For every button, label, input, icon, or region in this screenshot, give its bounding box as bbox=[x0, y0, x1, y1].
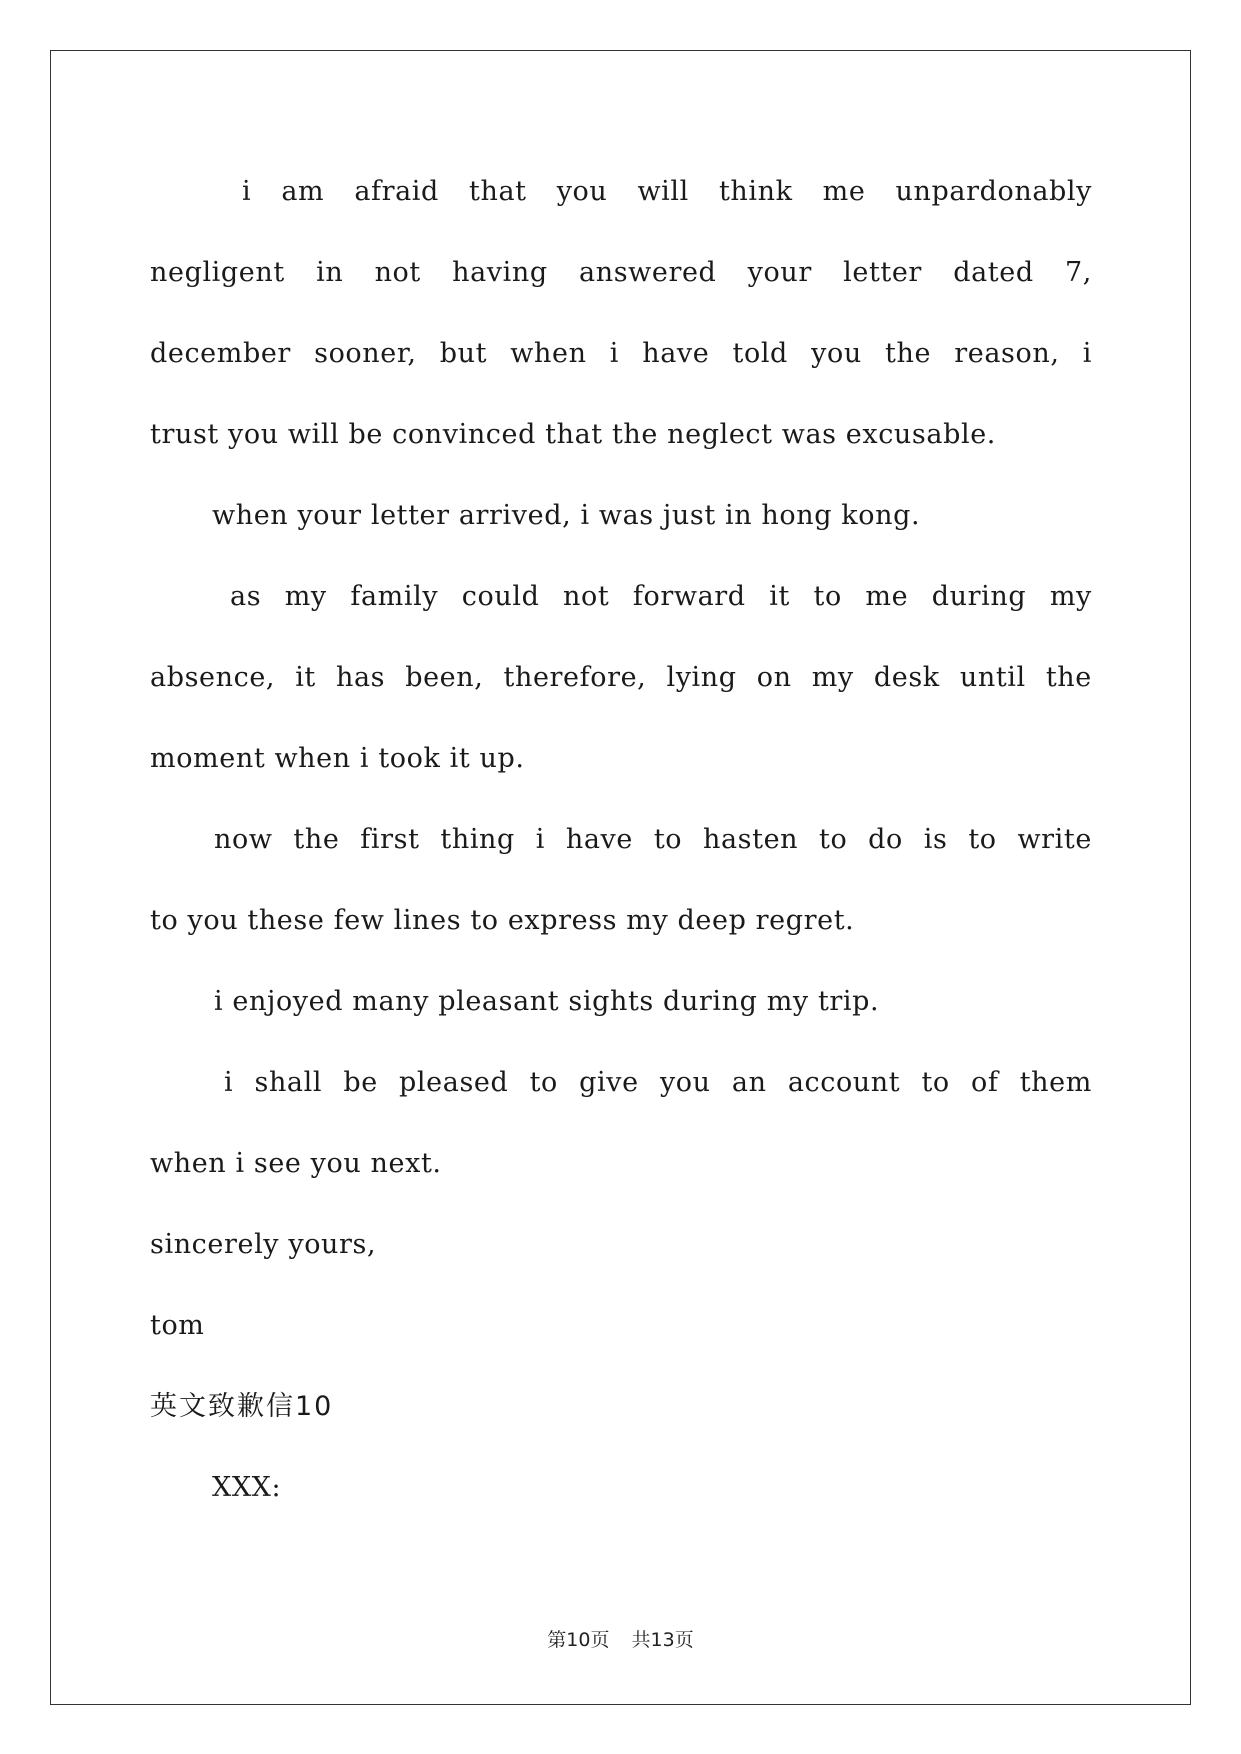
word: me bbox=[822, 176, 866, 207]
word: be bbox=[343, 1067, 378, 1098]
word: pleased bbox=[399, 1067, 509, 1098]
word: told bbox=[732, 338, 788, 369]
word: desk bbox=[873, 662, 940, 693]
word: having bbox=[452, 257, 548, 288]
word: in bbox=[316, 257, 344, 288]
word: has bbox=[335, 662, 386, 693]
word: i bbox=[609, 338, 620, 369]
word: the bbox=[885, 338, 932, 369]
page-border bbox=[50, 50, 1191, 1705]
word: to bbox=[529, 1067, 558, 1098]
signature: tom bbox=[150, 1310, 205, 1341]
word: i bbox=[242, 176, 252, 207]
word: sooner, bbox=[314, 338, 417, 369]
word: during bbox=[931, 581, 1027, 612]
word: i bbox=[1082, 338, 1092, 369]
word: shall bbox=[254, 1067, 323, 1098]
word: on bbox=[756, 662, 792, 693]
word: give bbox=[579, 1067, 639, 1098]
word: december bbox=[150, 338, 291, 369]
word: been, bbox=[405, 662, 484, 693]
page-total: 共13页 bbox=[631, 1629, 694, 1651]
paragraph-6-line-2: when i see you next. bbox=[150, 1148, 442, 1179]
word: i bbox=[535, 824, 546, 855]
word: thing bbox=[440, 824, 515, 855]
paragraph-6-line-1 bbox=[150, 1063, 1092, 1103]
word: my bbox=[811, 662, 854, 693]
word: answered bbox=[579, 257, 717, 288]
word: reason, bbox=[954, 338, 1060, 369]
page-number: 第10页 bbox=[547, 1629, 610, 1651]
word: hasten bbox=[703, 824, 799, 855]
word: lying bbox=[666, 662, 737, 693]
word: my bbox=[284, 581, 327, 612]
word: do bbox=[868, 824, 903, 855]
word: you bbox=[811, 338, 862, 369]
word: you bbox=[659, 1067, 711, 1098]
word: until bbox=[959, 662, 1026, 693]
word: letter bbox=[843, 257, 922, 288]
paragraph-5-line-1: i enjoyed many pleasant sights during my trip. bbox=[214, 986, 880, 1017]
word: afraid bbox=[354, 176, 439, 207]
word: an bbox=[731, 1067, 767, 1098]
word: think bbox=[718, 176, 793, 207]
word: am bbox=[281, 176, 325, 207]
word: them bbox=[1019, 1067, 1092, 1098]
word: 7, bbox=[1064, 257, 1092, 288]
word: to bbox=[921, 1067, 950, 1098]
word: but bbox=[439, 338, 488, 369]
word: have bbox=[642, 338, 710, 369]
word: absence, bbox=[150, 662, 276, 693]
word: it bbox=[769, 581, 790, 612]
word: account bbox=[787, 1067, 901, 1098]
paragraph-3-line-3: moment when i took it up. bbox=[150, 743, 525, 774]
page-footer bbox=[0, 1625, 1241, 1652]
word: of bbox=[971, 1067, 999, 1098]
salutation: XXX: bbox=[212, 1472, 282, 1503]
word: to bbox=[968, 824, 997, 855]
word: will bbox=[637, 176, 689, 207]
paragraph-1-line-2 bbox=[150, 253, 1092, 293]
word: the bbox=[293, 824, 340, 855]
word: it bbox=[295, 662, 316, 693]
word: dated bbox=[953, 257, 1034, 288]
paragraph-3-line-1 bbox=[150, 577, 1092, 617]
word: as bbox=[230, 581, 262, 612]
word: to bbox=[653, 824, 683, 855]
word: not bbox=[374, 257, 421, 288]
word: to bbox=[819, 824, 848, 855]
section-heading: 英文致歉信10 bbox=[150, 1391, 334, 1422]
word: when bbox=[510, 338, 587, 369]
word: negligent bbox=[150, 257, 285, 288]
word: me bbox=[865, 581, 909, 612]
word: family bbox=[350, 581, 439, 612]
word: write bbox=[1017, 824, 1092, 855]
word: is bbox=[923, 824, 948, 855]
word: therefore, bbox=[503, 662, 647, 693]
paragraph-2-line-1: when your letter arrived, i was just in hong kong. bbox=[212, 500, 921, 531]
word: to bbox=[813, 581, 842, 612]
word: the bbox=[1045, 662, 1092, 693]
word: could bbox=[461, 581, 540, 612]
word: not bbox=[563, 581, 610, 612]
word: that bbox=[469, 176, 527, 207]
word: forward bbox=[632, 581, 746, 612]
word: you bbox=[556, 176, 608, 207]
paragraph-1-line-4: trust you will be convinced that the neglect was excusable. bbox=[150, 419, 996, 450]
paragraph-1-line-3 bbox=[150, 334, 1092, 374]
word: unpardonably bbox=[895, 176, 1092, 207]
paragraph-4-line-2: to you these few lines to express my deep regret. bbox=[150, 905, 855, 936]
word: first bbox=[360, 824, 420, 855]
word: your bbox=[747, 257, 812, 288]
word: my bbox=[1049, 581, 1092, 612]
closing: sincerely yours, bbox=[150, 1229, 377, 1260]
word: have bbox=[565, 824, 633, 855]
paragraph-3-line-2 bbox=[150, 658, 1092, 698]
paragraph-4-line-1 bbox=[150, 820, 1092, 860]
paragraph-1-line-1 bbox=[150, 172, 1092, 212]
word: i bbox=[224, 1067, 234, 1098]
word: now bbox=[214, 824, 273, 855]
